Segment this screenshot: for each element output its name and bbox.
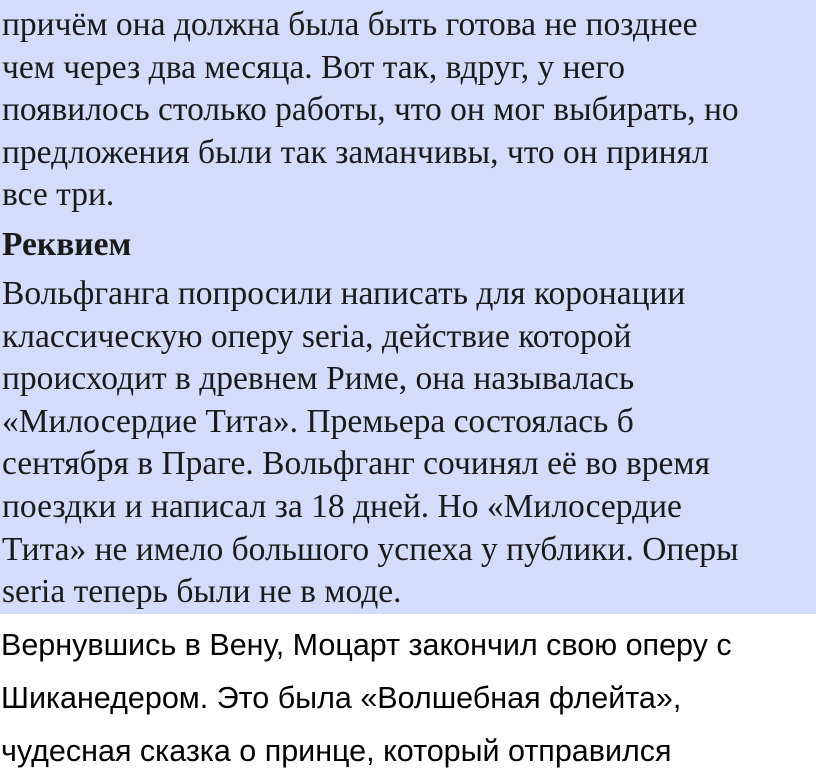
plain-text-block (0, 619, 816, 778)
paragraph-requiem: Вольфганга попросили написать для коронации классическую оперу seria, действие которой происходит в древнем Риме, она называлась «Милосердие Тита». Премьера состоялась б сентября в Праге. Вольфганг сочинял её во время поездки и написал за 18 дней. Но «Милосердие Тита» не имело большого успеха у публики. Оперы seria теперь были не в моде. (2, 274, 739, 611)
paragraph-vienna: Вернувшись в Вену, Моцарт закончил свою оперу с Шиканедером. Это была «Волшебная флейта», чудесная сказка о принце, который отправился (1, 628, 732, 768)
highlighted-text-block (0, 4, 816, 614)
paragraph-intro: причём она должна была быть готова не позднее чем через два месяца. Вот так, вдруг, у него появилось столько работы, что он мог выбирать, но предложения были так заманчивы, что он принял все три. (2, 6, 739, 214)
section-heading-requiem: Реквием (2, 225, 132, 263)
